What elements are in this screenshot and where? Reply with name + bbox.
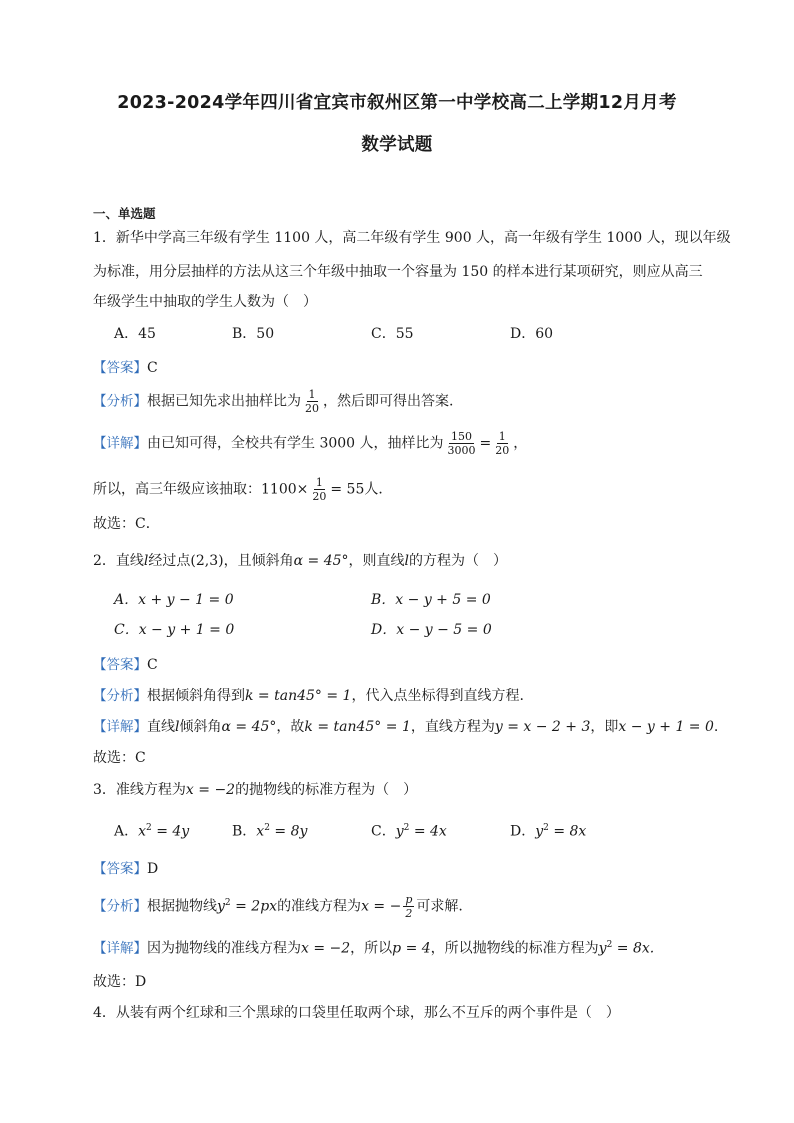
q1-detail-f1-den: 3000	[447, 444, 476, 457]
q3-analysis-frac-num: p	[405, 893, 413, 907]
q3-analysis	[93, 893, 463, 920]
q3-option-d-rest: = 8x	[548, 823, 587, 840]
analysis-label: 【分析】	[93, 688, 147, 704]
q2-stem-point: (2,3)	[190, 553, 224, 569]
q1-detail-fraction-1	[446, 430, 478, 457]
q3-analysis-b: 的准线方程为	[277, 898, 362, 915]
q3-detail	[93, 935, 654, 959]
q3-option-c	[371, 818, 447, 842]
q2-analysis-b: ，代入点坐标得到直线方程.	[351, 688, 524, 704]
answer-label: 【答案】	[93, 861, 147, 877]
q3-analysis-eq: = 2px	[230, 898, 278, 915]
q3-detail-y: y	[598, 940, 607, 957]
q2-analysis-k: k = tan45° = 1	[245, 688, 352, 704]
q3-detail-exp: 2	[606, 940, 613, 950]
q2-detail-f: .	[713, 719, 719, 735]
q2-detail-k: k = tan45° = 1	[304, 719, 411, 735]
detail-label: 【详解】	[93, 719, 147, 735]
q1-detail-fraction-2	[493, 430, 511, 457]
q3-stem	[93, 780, 417, 800]
q2-option-a: A．x + y − 1 = 0	[114, 592, 234, 608]
q2-stem-l: l	[143, 553, 149, 569]
q3-detail-a: 因为抛物线的准线方程为	[147, 940, 301, 957]
q3-stem-a: 3．准线方程为	[93, 782, 186, 798]
q3-option-a-rest: = 4y	[151, 823, 190, 840]
q1-analysis-frac-den: 20	[305, 402, 319, 415]
analysis-label: 【分析】	[93, 898, 147, 915]
q3-option-b-label: B．	[232, 823, 257, 840]
q1-answer-value: C	[147, 360, 158, 376]
q1-detail-eq: =	[479, 435, 492, 452]
q1-analysis-frac-num: 1	[308, 388, 316, 401]
q3-option-c-label: C．	[371, 823, 396, 840]
q3-analysis-y: y	[217, 898, 225, 915]
answer-label: 【答案】	[93, 657, 147, 673]
q1-line2-post: = 55人．	[330, 481, 393, 498]
q2-stem-b: 经过点	[148, 553, 191, 569]
q1-detail-post: ，	[513, 435, 528, 452]
q3-option-c-exp: 2	[403, 823, 410, 833]
q3-option-b-base: x	[256, 823, 265, 840]
q3-option-b-rest: = 8y	[269, 823, 308, 840]
detail-label: 【详解】	[93, 435, 147, 452]
q1-line2-frac-num: 1	[315, 476, 323, 489]
q1-stem-line3: 年级学生中抽取的学生人数为（ ）	[93, 294, 317, 310]
q3-option-d	[510, 818, 586, 842]
q3-option-b-exp: 2	[264, 823, 270, 833]
q1-option-a: A．45	[114, 326, 156, 342]
q3-analysis-x: x = −	[361, 898, 402, 915]
q3-detail-c: ，所以抛物线的标准方程为	[430, 940, 599, 957]
q3-answer	[93, 859, 158, 879]
q1-line2-frac-den: 20	[312, 490, 327, 503]
q1-analysis	[93, 388, 453, 415]
q2-stem-c: ，且倾斜角	[223, 553, 294, 569]
q1-answer	[93, 358, 158, 378]
detail-label: 【详解】	[93, 940, 147, 957]
q1-stem-line2: 为标准，用分层抽样的方法从这三个年级中抽取一个容量为 150 的样本进行某项研究，则应从高三	[93, 264, 703, 280]
q3-analysis-frac-den: 2	[405, 907, 413, 921]
q1-line2-fraction	[310, 476, 328, 503]
q2-stem-d: ，则直线	[348, 553, 405, 569]
q3-option-d-exp: 2	[543, 823, 549, 833]
q3-option-d-label: D．	[510, 823, 536, 840]
q2-detail-d: ，直线方程为	[410, 719, 495, 735]
q3-detail-x: x = −2	[301, 940, 351, 957]
q3-analysis-a: 根据抛物线	[147, 898, 217, 915]
q3-option-d-base: y	[535, 823, 544, 840]
q2-stem-l2: l	[404, 553, 409, 569]
q3-analysis-fraction	[403, 893, 414, 920]
page-title-line2: 数学试题	[361, 135, 433, 155]
q2-detail	[93, 717, 718, 737]
q3-analysis-c: 可求解.	[416, 898, 463, 915]
q1-detail-pre: 由已知可得，全校共有学生 3000 人，抽样比为	[147, 435, 444, 452]
q1-analysis-fraction	[303, 388, 321, 415]
q3-answer-value: D	[147, 861, 159, 877]
q2-analysis	[93, 686, 524, 706]
q3-option-a	[114, 818, 189, 842]
q2-detail-b: 倾斜角	[179, 719, 222, 735]
q3-analysis-exp: 2	[224, 898, 231, 908]
q2-detail-a: 直线	[147, 719, 175, 735]
q3-option-c-base: y	[395, 823, 404, 840]
q1-detail-line2	[93, 476, 392, 503]
q2-analysis-a: 根据倾斜角得到	[147, 688, 245, 704]
q1-option-d: D．60	[510, 326, 554, 342]
q2-option-b: B．x − y + 5 = 0	[371, 592, 491, 608]
q2-detail-c: ，故	[276, 719, 305, 735]
q1-stem-line1: 1．新华中学高三年级有学生 1100 人，高二年级有学生 900 人，高一年级有学生 1000 人，现以年级	[93, 230, 731, 246]
q1-detail-f2-den: 20	[495, 444, 510, 457]
q2-stem-alpha: α = 45°	[293, 553, 349, 569]
q3-option-b	[232, 818, 307, 842]
q2-option-c: C．x − y + 1 = 0	[114, 622, 235, 638]
q2-detail-l: l	[175, 719, 180, 735]
q2-conclusion: 故选：C	[93, 750, 146, 766]
section-heading: 一、单选题	[93, 206, 156, 221]
q3-option-a-base: x	[138, 823, 147, 840]
q2-answer-value: C	[147, 657, 158, 673]
q3-option-a-exp: 2	[146, 823, 152, 833]
q3-stem-x: x = −2	[185, 782, 236, 798]
q2-detail-eq1: y = x − 2 + 3	[494, 719, 591, 735]
page-title-line1: 2023-2024学年四川省宜宾市叙州区第一中学校高二上学期12月月考	[117, 93, 677, 113]
q3-option-c-rest: = 4x	[409, 823, 447, 840]
q2-answer	[93, 655, 158, 675]
q3-detail-eq: = 8x.	[612, 940, 655, 957]
q4-stem: 4．从装有两个红球和三个黑球的口袋里任取两个球，那么不互斥的两个事件是（ ）	[93, 1005, 620, 1021]
q1-conclusion: 故选：C．	[93, 516, 160, 532]
analysis-label: 【分析】	[93, 393, 147, 410]
q1-detail-f1-num: 150	[451, 430, 473, 443]
q2-detail-eq2: x − y + 1 = 0	[618, 719, 714, 735]
q2-stem	[93, 551, 507, 571]
q2-option-d: D．x − y − 5 = 0	[371, 622, 492, 638]
q3-option-a-label: A．	[114, 823, 139, 840]
q3-stem-b: 的抛物线的标准方程为（ ）	[235, 782, 418, 798]
q1-detail-f2-num: 1	[498, 430, 506, 443]
q2-stem-a: 2．直线	[93, 553, 144, 569]
answer-label: 【答案】	[93, 360, 147, 376]
q2-detail-e: ，即	[590, 719, 619, 735]
q1-line2-pre: 所以，高三年级应该抽取：1100×	[93, 481, 309, 498]
q1-option-c: C．55	[371, 326, 414, 342]
q1-detail	[93, 430, 527, 457]
q1-option-b: B．50	[232, 326, 275, 342]
q3-detail-p: p = 4	[392, 940, 431, 957]
q3-conclusion: 故选：D	[93, 974, 147, 990]
q2-stem-e: 的方程为（ ）	[409, 553, 507, 569]
q3-detail-b: ，所以	[350, 940, 393, 957]
q1-analysis-post: ，然后即可得出答案.	[323, 393, 454, 410]
q1-analysis-pre: 根据已知先求出抽样比为	[147, 393, 301, 410]
q2-detail-alpha: α = 45°	[221, 719, 277, 735]
